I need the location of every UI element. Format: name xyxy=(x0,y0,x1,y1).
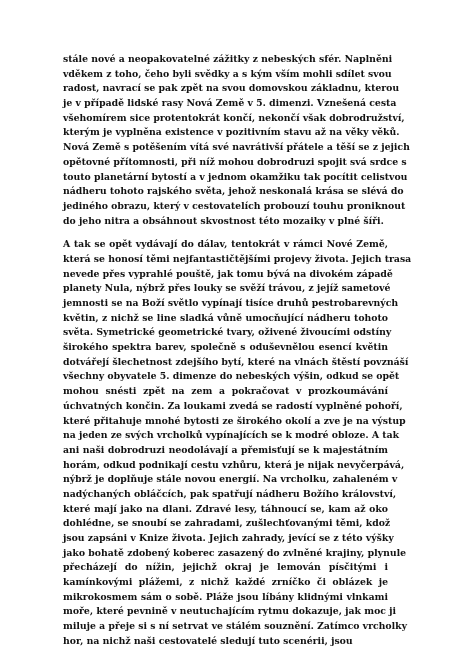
text-line: nýbrž je doplňuje stále novou energií. Na vrcholku, zahaleném v xyxy=(63,474,398,486)
text-line: vděkem z toho, čeho byli svědky a s kým vším mohli sdílet svou xyxy=(63,68,392,80)
text-line: úchvatných končin. Za loukami zvedá se radostí vyplněné pohoří, xyxy=(63,400,403,412)
text-line: dohlédne, se snoubí se zahradami, zušlechťovanými těmi, kdož xyxy=(63,518,391,530)
text-line: jemnosti se na Boží světlo vypínají tisíce druhů pestrobarevných xyxy=(63,298,399,309)
text-line: ani naši dobrodruzi neodolávají a přemisťují se k majestátním xyxy=(63,444,388,456)
text-line: kterým je vyplněna existence v pozitivním stavu až na věky věků. xyxy=(63,127,400,139)
text-line: které mají jako na dlani. Zdravé lesy, táhnoucí se, kam až oko xyxy=(63,503,388,515)
text-line: mikrokosmem sám o sobě. Pláže jsou líbány klidnými vlnkami xyxy=(63,591,388,603)
text-line: touto planetární bytostí a v jednom okamžiku tak pocítit celistvou xyxy=(63,171,408,183)
text-line: všehomírem sice protentokrát končí, nekončí však dobrodružství, xyxy=(63,112,405,124)
body-text xyxy=(63,53,412,650)
text-line: nevede přes vyprahlé pouště, jak tomu bývá na divokém západě xyxy=(63,268,393,280)
text-line: jediného obrazu, který v cestovatelích probouzí touhu proniknout xyxy=(63,200,406,212)
text-line: na jeden ze svých vrcholků vypínajících se k modré obloze. A tak xyxy=(63,430,400,442)
text-line: které přitahuje mnohé bytosti ze širokého okolí a zve je na výstup xyxy=(63,415,406,427)
text-line: která se honosí těmi nejfantastičtějšími projevy života. Jejich trasa xyxy=(63,253,412,265)
paragraph xyxy=(63,238,412,649)
text-line: širokého spektra barev, společně s oduševnělou esencí květin xyxy=(63,342,388,354)
text-line: přecházejí do nížin, jejichž okraj je lemován písčitými i xyxy=(63,562,388,574)
text-line: horám, odkud podnikají cestu vzhůru, která je nijak nevyčerpává, xyxy=(63,459,405,471)
text-line: květin, z nichž se line sladká vůně umocňující nádheru tohoto xyxy=(63,312,388,324)
text-line: moře, které pevnině v neutuchajícím rytmu dokazuje, jak moc ji xyxy=(63,606,397,618)
text-line: Nová Země s potěšením vítá své navrátivší přátele a těší se z jejich xyxy=(63,142,410,154)
text-line: jsou zapsáni v Knize života. Jejich zahrady, jevící se z této výšky xyxy=(63,533,394,544)
text-line: světa. Symetrické geometrické tvary, oživené živoucími odstíny xyxy=(63,327,392,339)
text-line: opětovné přítomnosti, při níž mohou dobrodruzi spojit svá srdce s xyxy=(63,156,407,168)
text-line: je v případě lidské rasy Nová Země v 5. dimenzi. Vznešená cesta xyxy=(63,98,397,110)
paragraph xyxy=(63,53,410,229)
text-line: nadýchaných obláčcích, pak spatřují nádheru Božího království, xyxy=(63,488,397,500)
text-line: stále nové a neopakovatelné zážitky z nebeských sfér. Naplněni xyxy=(63,54,393,65)
text-line: jako bohatě zdobený koberec zasazený do zvlněné krajiny, plynule xyxy=(63,547,407,559)
text-line: do jeho nitra a obsáhnout skvostnost této mozaiky v plné šíři. xyxy=(63,215,384,227)
text-line: hor, na nichž naši cestovatelé sledují tuto scenérii, jsou xyxy=(63,635,353,647)
text-line: kamínkovými plážemi, z nichž každé zrníčko či oblázek je xyxy=(63,577,388,589)
text-line: miluje a přeje si s ní setrvat ve stálém souznění. Zatímco vrcholky xyxy=(63,621,407,633)
paragraph-gap xyxy=(63,229,388,238)
text-line: dotvářejí šlechetnost zdejšího bytí, které na vlnách štěstí povznáší xyxy=(63,356,409,368)
text-line: planety Nula, nýbrž přes louky se svěží trávou, z jejíž sametové xyxy=(63,283,391,295)
text-line: mohou snésti zpět na zem a pokračovat v prozkoumávání xyxy=(63,386,388,398)
text-line: všechny obyvatele 5. dimenze do nebeských výšin, odkud se opět xyxy=(63,371,400,383)
text-line: A tak se opět vydávají do dálav, tentokrát v rámci Nové Země, xyxy=(63,239,388,251)
text-line: radost, navrací se pak zpět na svou domovskou základnu, kterou xyxy=(63,83,400,95)
text-line: nádheru tohoto rajského světa, jehož neskonalá krása se slévá do xyxy=(63,186,404,198)
